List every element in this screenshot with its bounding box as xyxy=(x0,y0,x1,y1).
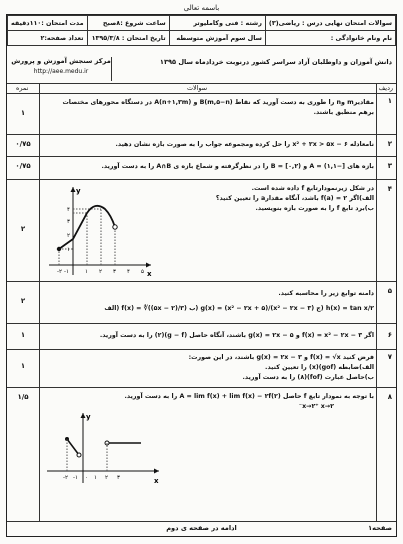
exam-date: تاریخ امتحان : ۱۳۹۵/۳/۸ xyxy=(87,31,169,46)
level-label: سال سوم آموزش متوسطه xyxy=(169,31,265,46)
svg-text:۰: ۰ xyxy=(85,475,88,481)
left-segment xyxy=(67,439,79,455)
page-footer xyxy=(7,521,396,536)
svg-text:۳: ۳ xyxy=(67,219,70,225)
x-axis-arrow xyxy=(154,469,159,474)
svg-text:۵: ۵ xyxy=(141,269,144,275)
svg-text:۳: ۳ xyxy=(113,269,116,275)
svg-text:۱: ۱ xyxy=(85,269,88,275)
svg-text:۲: ۲ xyxy=(67,233,70,239)
question-number: ۲ xyxy=(387,140,392,148)
question-score: ۲ xyxy=(20,297,26,305)
info-line: دانش آموزان و داوطلبان آزاد سراسر کشور درنوبت خردادماه سال ۱۳۹۵ xyxy=(159,58,392,66)
top-label: باسمه تعالی xyxy=(183,4,220,12)
x-tick-labels xyxy=(63,475,120,481)
course-title: سوالات امتحان نهایی درس : ریاضی(۳) xyxy=(265,16,395,31)
page-count: تعداد صفحه:۲ xyxy=(8,31,88,46)
question-score: ۲ xyxy=(20,225,26,233)
question-text xyxy=(216,184,374,214)
continue-note: ادامه در صفحه ی دوم xyxy=(166,524,237,532)
question-line: فرض کنید f(x) = √x و g(x) = ۲x − ۳ باشند، در این صورت: xyxy=(188,354,374,361)
svg-text:۱: ۱ xyxy=(67,247,70,253)
x-axis-label: x xyxy=(154,477,159,485)
svg-text:۴: ۴ xyxy=(127,269,130,275)
question-text xyxy=(100,331,374,341)
y-axis-arrow xyxy=(81,413,86,418)
column-header xyxy=(7,83,396,94)
question-row xyxy=(7,179,396,282)
question-score: ۰/۷۵ xyxy=(15,140,31,148)
question-line: x→۲⁺ x→۲⁻ xyxy=(298,403,334,410)
open-endpoint xyxy=(113,225,117,229)
limit-graph xyxy=(43,409,163,489)
question-score: ۰/۷۵ xyxy=(15,162,31,170)
svg-text:۳: ۳ xyxy=(117,475,120,481)
question-score: ۱ xyxy=(20,109,26,117)
col-score: نمره xyxy=(16,84,29,92)
duration: مدت امتحان :۱۱۰دقیقه xyxy=(8,16,88,31)
question-number: ۸ xyxy=(387,393,392,401)
question-line: دامنه توابع زیر را محاسبه کنید. xyxy=(278,290,374,297)
question-text xyxy=(104,286,374,316)
y-axis-label: y xyxy=(86,413,91,421)
question-line: مقادیرm وn را طوری به دست آورید که نقاط (B(m,۵−n و (A(n+۱,۳m در دستگاه محورهای مختصات xyxy=(62,99,374,106)
closed-endpoint xyxy=(57,247,61,251)
exam-frame xyxy=(6,14,397,537)
question-line: نامعادله x² + ۲x > ۵x − ۶ را حل کرده ومجموعه جواب را به صورت بازه نشان دهید. xyxy=(115,141,374,148)
exam-header xyxy=(7,15,396,46)
question-row xyxy=(7,281,396,324)
start-time: ساعت شروع :۸صبح xyxy=(87,16,169,31)
question-number: ۵ xyxy=(387,287,392,295)
question-row xyxy=(7,349,396,388)
x-axis-arrow xyxy=(146,263,151,268)
question-line: در شکل زیرنمودارتابع f داده شده است. xyxy=(251,185,374,192)
svg-text:-۱: -۱ xyxy=(64,269,69,275)
col-num: ردیف xyxy=(378,84,393,92)
question-row xyxy=(7,134,396,157)
question-score: ۱/۵ xyxy=(17,393,29,401)
function-graph xyxy=(43,183,155,279)
name-field: نام ونام خانوادگی : xyxy=(265,31,395,46)
svg-text:-۲: -۲ xyxy=(57,269,62,275)
question-number: ۱ xyxy=(387,97,392,105)
question-text xyxy=(62,98,374,118)
open-endpoint xyxy=(77,453,81,457)
question-number: ۳ xyxy=(387,162,392,170)
question-line: با توجه به نمودار تابع f حاصل A = lim f(x) + lim f(x) − ۲f(۲) را به دست آورید. xyxy=(124,393,374,400)
y-axis-label: y xyxy=(76,187,81,195)
organization-name: مرکز سنجش آموزش و پرورش xyxy=(11,57,111,65)
question-row xyxy=(7,94,396,135)
question-score: ۱ xyxy=(20,362,26,370)
x-axis-label: x xyxy=(147,270,152,278)
x-tick-labels xyxy=(57,269,144,275)
question-text xyxy=(101,162,374,172)
question-line: الف)ضابطه (gof)(x) را تعیین کنید. xyxy=(265,364,374,371)
organization-url: http://aee.medu.ir xyxy=(33,68,89,75)
svg-text:۲: ۲ xyxy=(99,269,102,275)
svg-text:-۱: -۱ xyxy=(73,475,78,481)
question-line: ب)حاصل عبارت (fof)(۸) را به دست آورید. xyxy=(242,374,374,381)
svg-text:-۲: -۲ xyxy=(63,475,68,481)
col-questions: سوالات xyxy=(187,84,208,92)
question-line: بازه های [−۱,۱) = A و (۰,۲] = B را در نظرگرفته و شماع بازه ی A∩B را به دست آورید. xyxy=(101,163,374,170)
question-line: ب)برد تابع f را به صورت بازه بنویسید. xyxy=(255,205,374,212)
page-number: صفحه۱ xyxy=(368,524,392,532)
question-row xyxy=(7,387,396,522)
question-line: الف)اگر f(a) = ۲ باشد، آنگاه مقدارa را تعیین کنید؟ xyxy=(215,195,374,202)
question-number: ۴ xyxy=(387,185,392,193)
field-label: رشته : فنی وکاملیوتر xyxy=(169,16,265,31)
y-tick-labels xyxy=(67,207,70,253)
organization-box xyxy=(11,57,112,81)
question-score: ۱ xyxy=(20,331,26,339)
question-row xyxy=(7,156,396,180)
question-line: اگر f(x) = x² − ۲x − ۳ و g(x) = ۲x − ۵ باشند، آنگاه حاصل (g − f)(۲) را به دست آورید. xyxy=(99,332,374,339)
question-row xyxy=(7,323,396,350)
question-text xyxy=(115,140,374,150)
y-axis-arrow xyxy=(71,187,76,192)
svg-text:۱: ۱ xyxy=(94,475,97,481)
question-text xyxy=(189,353,374,383)
question-number: ۶ xyxy=(387,331,392,339)
svg-text:۴: ۴ xyxy=(67,207,70,213)
svg-text:۲: ۲ xyxy=(105,475,108,481)
exam-info xyxy=(7,55,396,84)
question-number: ۷ xyxy=(387,353,392,361)
question-line: برهم منطبق باشند. xyxy=(313,109,374,116)
question-line: h(x) = tan x/۲ (ج g(x) = (x² − ۲x + ۵)/(x² − ۲x − ۳) (ب f(x) = ∜((۵x − ۲)/۳) (الف xyxy=(104,305,374,312)
